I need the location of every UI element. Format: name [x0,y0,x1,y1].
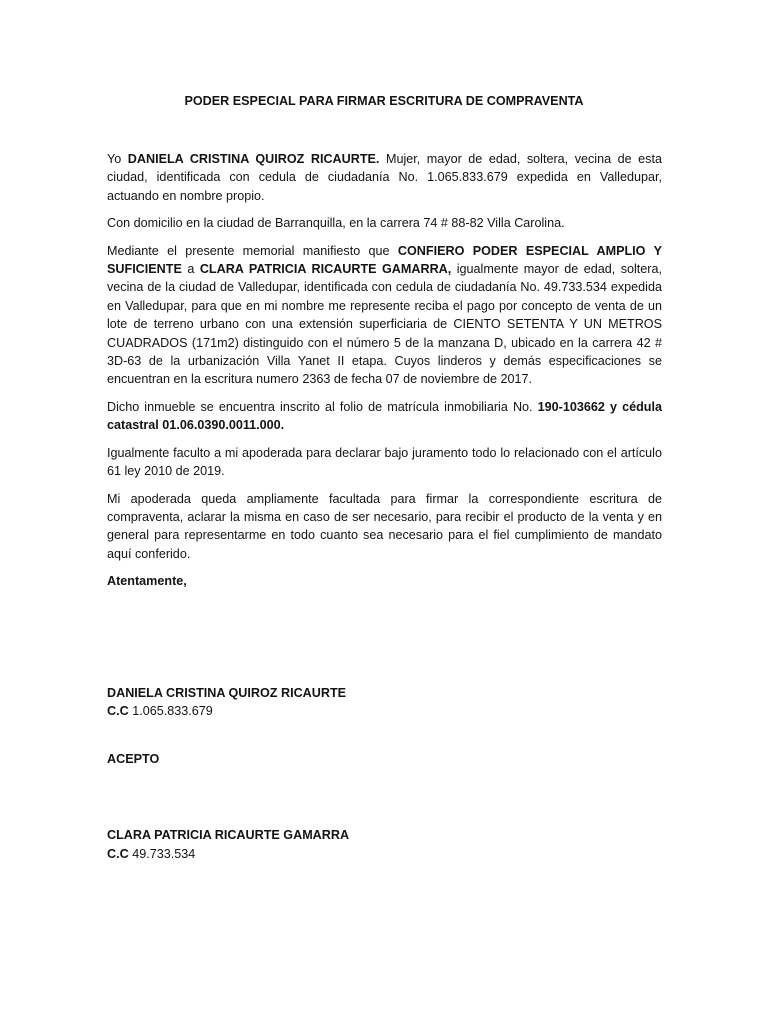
grantor-intro: Yo [107,152,128,166]
signer2-id-number: 49.733.534 [128,847,196,861]
property-intro: Dicho inmueble se encuentra inscrito al folio de matrícula inmobiliaria No. [107,399,538,414]
signer2-id-label: C.C [107,847,129,861]
signer2-id [107,845,195,863]
paragraph-faculties: Mi apoderada queda ampliamente facultada para firmar la correspondiente escritura de compraventa, aclarar la misma en caso de ser necesario, para recibir el producto de la venta y en general para representarme en todo cuanto sea necesario para el fiel cumplimiento de mandato aquí conferido. [107,491,662,561]
attorney-name: CLARA PATRICIA RICAURTE GAMARRA, [199,262,452,277]
grantor-name: DANIELA CRISTINA QUIROZ RICAURTE. [127,152,380,166]
power-connector: a [181,262,200,277]
signer1-id [107,702,213,720]
document-title: PODER ESPECIAL PARA FIRMAR ESCRITURA DE COMPRAVENTA [184,94,584,108]
paragraph-oath: Igualmente faculto a mi apoderada para declarar bajo juramento todo lo relacionado con el artículo 61 ley 2010 de 2019. [107,445,662,479]
paragraph-domicile: Con domicilio en la ciudad de Barranquilla, en la carrera 74 # 88-82 Villa Carolina. [107,216,565,231]
paragraph-grantor [107,150,662,205]
document-body [107,150,662,600]
power-type: CONFIERO PODER ESPECIAL AMPLIO Y SUFICIENTE [107,243,662,277]
power-intro: Mediante el presente memorial manifiesto que [107,243,398,258]
property-registration: 190-103662 y cédula catastral 01.06.0390.0011.000. [107,399,662,433]
signer1-id-number: 1.065.833.679 [128,704,213,718]
signer1-id-label: C.C [107,704,129,718]
power-details: igualmente mayor de edad, soltera, vecina de la ciudad de Valledupar, identificada con cedula de ciudadanía No. 49.733.534 expedida en Valledupar, para que en mi nombre me represente reciba el pago por concepto de venta de un lote de terreno urbano con una extensión superficiaria de CIENTO SETENTA Y UN METROS CUADRADOS (171m2) distinguido con el número 5 de la manzana D, ubicado en la carrera 42 # 3D-63 de la urbanización Villa Yanet II etapa. Cuyos linderos y demás especificaciones se encuentran en la escritura numero 2363 de fecha 07 de noviembre de 2017. [107,262,662,387]
signer1-name: DANIELA CRISTINA QUIROZ RICAURTE [107,686,347,700]
closing: Atentamente, [107,574,187,589]
accept-label: ACEPTO [107,752,160,766]
paragraph-power [107,242,662,389]
signer2-name: CLARA PATRICIA RICAURTE GAMARRA [107,828,350,842]
paragraph-property [107,398,662,435]
grantor-details: Mujer, mayor de edad, soltera, vecina de esta ciudad, identificada con cedula de ciudadanía No. 1.065.833.679 expedida en Valledupar, actuando en nombre propio. [107,152,662,203]
